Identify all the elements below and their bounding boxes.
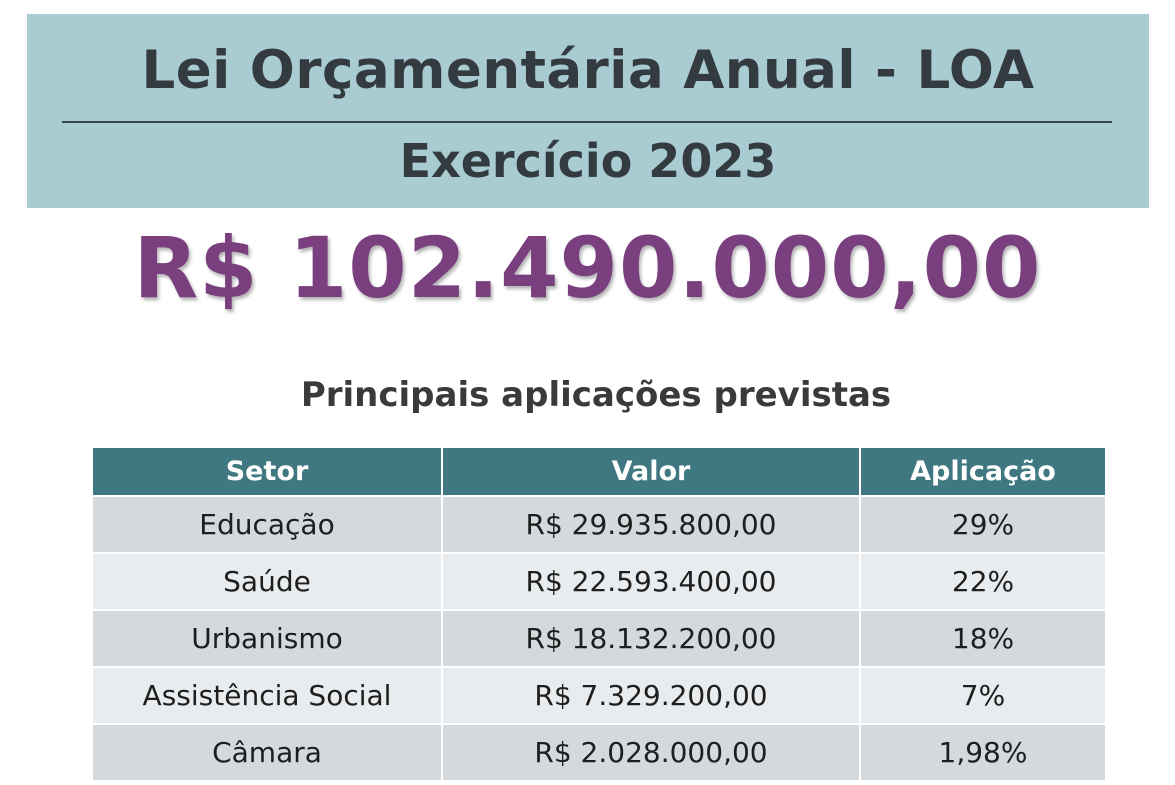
table-row [92,724,1106,781]
column-header-aplicacao: Aplicação [860,447,1106,496]
cell-valor: R$ 18.132.200,00 [442,610,860,667]
column-header-valor: Valor [442,447,860,496]
table-row [92,610,1106,667]
page-title: Lei Orçamentária Anual - LOA [141,40,1035,101]
section-title: Principais aplicações previstas [300,375,892,415]
header-band [27,14,1149,208]
cell-setor: Assistência Social [92,667,442,724]
cell-setor: Saúde [92,553,442,610]
table-row [92,553,1106,610]
cell-valor: R$ 2.028.000,00 [442,724,860,781]
budget-table [91,446,1107,782]
page-subtitle: Exercício 2023 [399,134,777,188]
cell-aplicacao: 1,98% [860,724,1106,781]
cell-setor: Urbanismo [92,610,442,667]
cell-aplicacao: 29% [860,496,1106,553]
total-budget-amount: R$ 102.490.000,00 [133,219,1042,317]
cell-aplicacao: 22% [860,553,1106,610]
cell-valor: R$ 7.329.200,00 [442,667,860,724]
table-row [92,496,1106,553]
cell-valor: R$ 22.593.400,00 [442,553,860,610]
cell-setor: Educação [92,496,442,553]
cell-aplicacao: 7% [860,667,1106,724]
table-header-row [92,447,1106,496]
table-row [92,667,1106,724]
column-header-setor: Setor [92,447,442,496]
cell-aplicacao: 18% [860,610,1106,667]
cell-setor: Câmara [92,724,442,781]
cell-valor: R$ 29.935.800,00 [442,496,860,553]
header-divider [62,121,1112,123]
